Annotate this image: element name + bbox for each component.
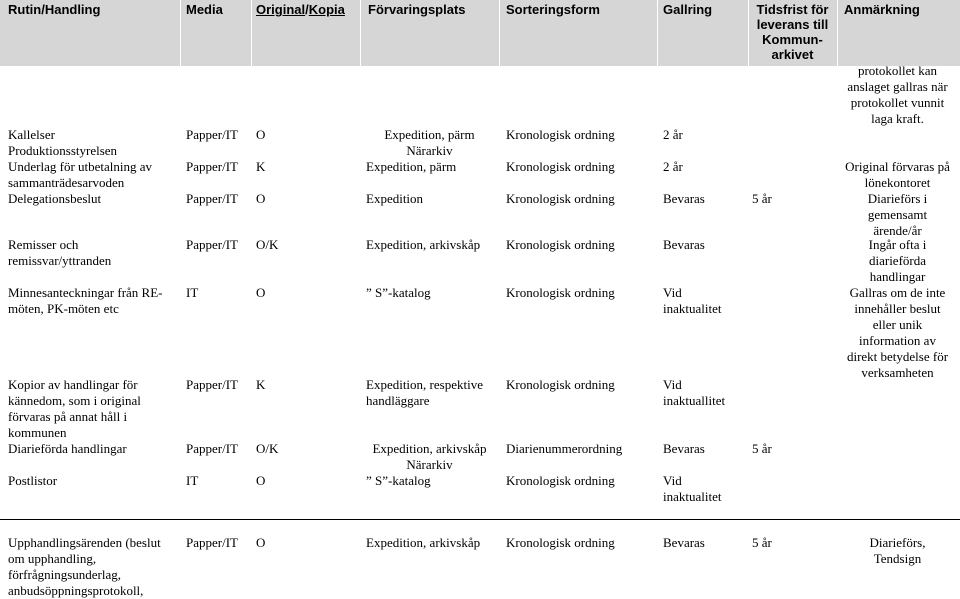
sorteringsform-text: Kronologisk ordning [506, 377, 615, 392]
header-tidsfrist-1: Tidsfrist för [756, 2, 829, 17]
gallring-text: Vid [663, 377, 682, 392]
sorteringsform-text: Kronologisk ordning [506, 285, 615, 300]
gallring-text: Bevaras [663, 191, 705, 206]
gallring-text: Bevaras [663, 237, 705, 252]
original-kopia-text: O [256, 127, 266, 142]
header-tidsfrist-4: arkivet [771, 47, 814, 62]
header-slash: / [305, 2, 309, 17]
anmarkning-text: protokollet vunnit [850, 95, 945, 110]
rutin-text: kommunen [8, 425, 67, 440]
forvaringsplats-text: Närarkiv [406, 457, 453, 472]
header-tidsfrist-2: leverans till [756, 17, 829, 32]
gallring-text: 2 år [663, 127, 683, 142]
media-text: IT [186, 285, 199, 300]
header-original-kopia [256, 2, 345, 17]
media-text: Papper/IT [186, 441, 238, 456]
header-original: Original [256, 2, 306, 17]
anmarkning-text: handlingar [869, 269, 926, 284]
rutin-text: förfrågningsunderlag, [8, 567, 121, 582]
anmarkning-text: Diarieförs, [869, 535, 926, 550]
rutin-text: Remisser och [8, 237, 79, 252]
sorteringsform-text: Kronologisk ordning [506, 473, 615, 488]
rutin-text: remissvar/yttranden [8, 253, 112, 268]
section-divider [0, 519, 960, 520]
media-text: Papper/IT [186, 535, 238, 550]
anmarkning-text: Tendsign [873, 551, 922, 566]
rutin-text: om upphandling, [8, 551, 97, 566]
anmarkning-text: Diarieförs i [867, 191, 928, 206]
rutin-text: Produktionsstyrelsen [8, 143, 118, 158]
header-tidsfrist-3: Kommun- [762, 32, 823, 47]
media-text: Papper/IT [186, 159, 238, 174]
header-divider [180, 0, 181, 66]
original-kopia-text: O [256, 535, 266, 550]
header-divider [360, 0, 361, 66]
media-text: Papper/IT [186, 377, 238, 392]
rutin-text: Diarieförda handlingar [8, 441, 127, 456]
original-kopia-text: K [256, 159, 266, 174]
anmarkning-text: direkt betydelse för [846, 349, 949, 364]
original-kopia-text: O [256, 191, 266, 206]
forvaringsplats-text: Närarkiv [406, 143, 453, 158]
forvaringsplats-text: Expedition, arkivskåp [366, 237, 481, 252]
sorteringsform-text: Kronologisk ordning [506, 237, 615, 252]
forvaringsplats-text: Expedition, pärm [366, 159, 457, 174]
anmarkning-text: information av [859, 333, 936, 348]
forvaringsplats-text: Expedition, arkivskåp [372, 441, 487, 456]
header-divider [251, 0, 252, 66]
original-kopia-text: O [256, 285, 266, 300]
forvaringsplats-text: handläggare [366, 393, 430, 408]
header-sorteringsform: Sorteringsform [506, 2, 600, 17]
tidsfrist-text: 5 år [752, 535, 772, 550]
sorteringsform-text: Kronologisk ordning [506, 159, 615, 174]
anmarkning-text: Ingår ofta i [868, 237, 927, 252]
rutin-text: möten, PK-möten etc [8, 301, 119, 316]
gallring-text: inaktualitet [663, 301, 722, 316]
sorteringsform-text: Kronologisk ordning [506, 191, 615, 206]
rutin-text: anbudsöppningsprotokoll, [8, 583, 144, 598]
original-kopia-text: O/K [256, 441, 279, 456]
header-media: Media [186, 2, 223, 17]
rutin-text: Upphandlingsärenden (beslut [8, 535, 161, 550]
forvaringsplats-text: Expedition, pärm [384, 127, 475, 142]
header-divider [657, 0, 658, 66]
tidsfrist-text: 5 år [752, 191, 772, 206]
gallring-text: inaktualitet [663, 489, 722, 504]
media-text: Papper/IT [186, 191, 238, 206]
gallring-text: Bevaras [663, 535, 705, 550]
anmarkning-text: protokollet kan [857, 63, 938, 78]
anmarkning-text: verksamheten [861, 365, 934, 380]
gallring-text: 2 år [663, 159, 683, 174]
anmarkning-text: ärende/år [873, 223, 922, 238]
sorteringsform-text: Kronologisk ordning [506, 127, 615, 142]
anmarkning-text: laga kraft. [871, 111, 924, 126]
anmarkning-text: gemensamt [867, 207, 928, 222]
rutin-text: Minnesanteckningar från RE- [8, 285, 163, 300]
rutin-text: Delegationsbeslut [8, 191, 102, 206]
media-text: Papper/IT [186, 127, 238, 142]
original-kopia-text: K [256, 377, 266, 392]
anmarkning-text: innehåller beslut [854, 301, 941, 316]
header-kopia: Kopia [308, 2, 345, 17]
header-divider [499, 0, 500, 66]
gallring-text: Bevaras [663, 441, 705, 456]
media-text: IT [186, 473, 199, 488]
original-kopia-text: O [256, 473, 266, 488]
rutin-text: Postlistor [8, 473, 58, 488]
rutin-text: Kallelser [8, 127, 55, 142]
forvaringsplats-text: Expedition [366, 191, 424, 206]
original-kopia-text: O/K [256, 237, 279, 252]
header-forvaringsplats: Förvaringsplats [368, 2, 466, 17]
rutin-text: förvaras på annat håll i [8, 409, 128, 424]
gallring-text: Vid [663, 473, 682, 488]
anmarkning-text: Original förvaras på [845, 159, 950, 174]
anmarkning-text: Gallras om de inte [849, 285, 946, 300]
gallring-text: Vid [663, 285, 682, 300]
header-divider [837, 0, 838, 66]
anmarkning-text: diarieförda [868, 253, 927, 268]
header-gallring: Gallring [663, 2, 713, 17]
anmarkning-text: anslaget gallras när [847, 79, 948, 94]
header-rutin: Rutin/Handling [8, 2, 101, 17]
rutin-text: kännedom, som i original [8, 393, 141, 408]
forvaringsplats-text: ” S”-katalog [366, 285, 431, 300]
anmarkning-text: lönekontoret [864, 175, 931, 190]
forvaringsplats-text: Expedition, respektive [366, 377, 483, 392]
header-anmarkning: Anmärkning [844, 2, 920, 17]
gallring-text: inaktuallitet [663, 393, 726, 408]
forvaringsplats-text: Expedition, arkivskåp [366, 535, 481, 550]
rutin-text: sammanträdesarvoden [8, 175, 125, 190]
rutin-text: Underlag för utbetalning av [8, 159, 153, 174]
anmarkning-text: eller unik [872, 317, 923, 332]
media-text: Papper/IT [186, 237, 238, 252]
forvaringsplats-text: ” S”-katalog [366, 473, 431, 488]
tidsfrist-text: 5 år [752, 441, 772, 456]
rutin-text: Kopior av handlingar för [8, 377, 138, 392]
sorteringsform-text: Diarienummerordning [506, 441, 623, 456]
sorteringsform-text: Kronologisk ordning [506, 535, 615, 550]
